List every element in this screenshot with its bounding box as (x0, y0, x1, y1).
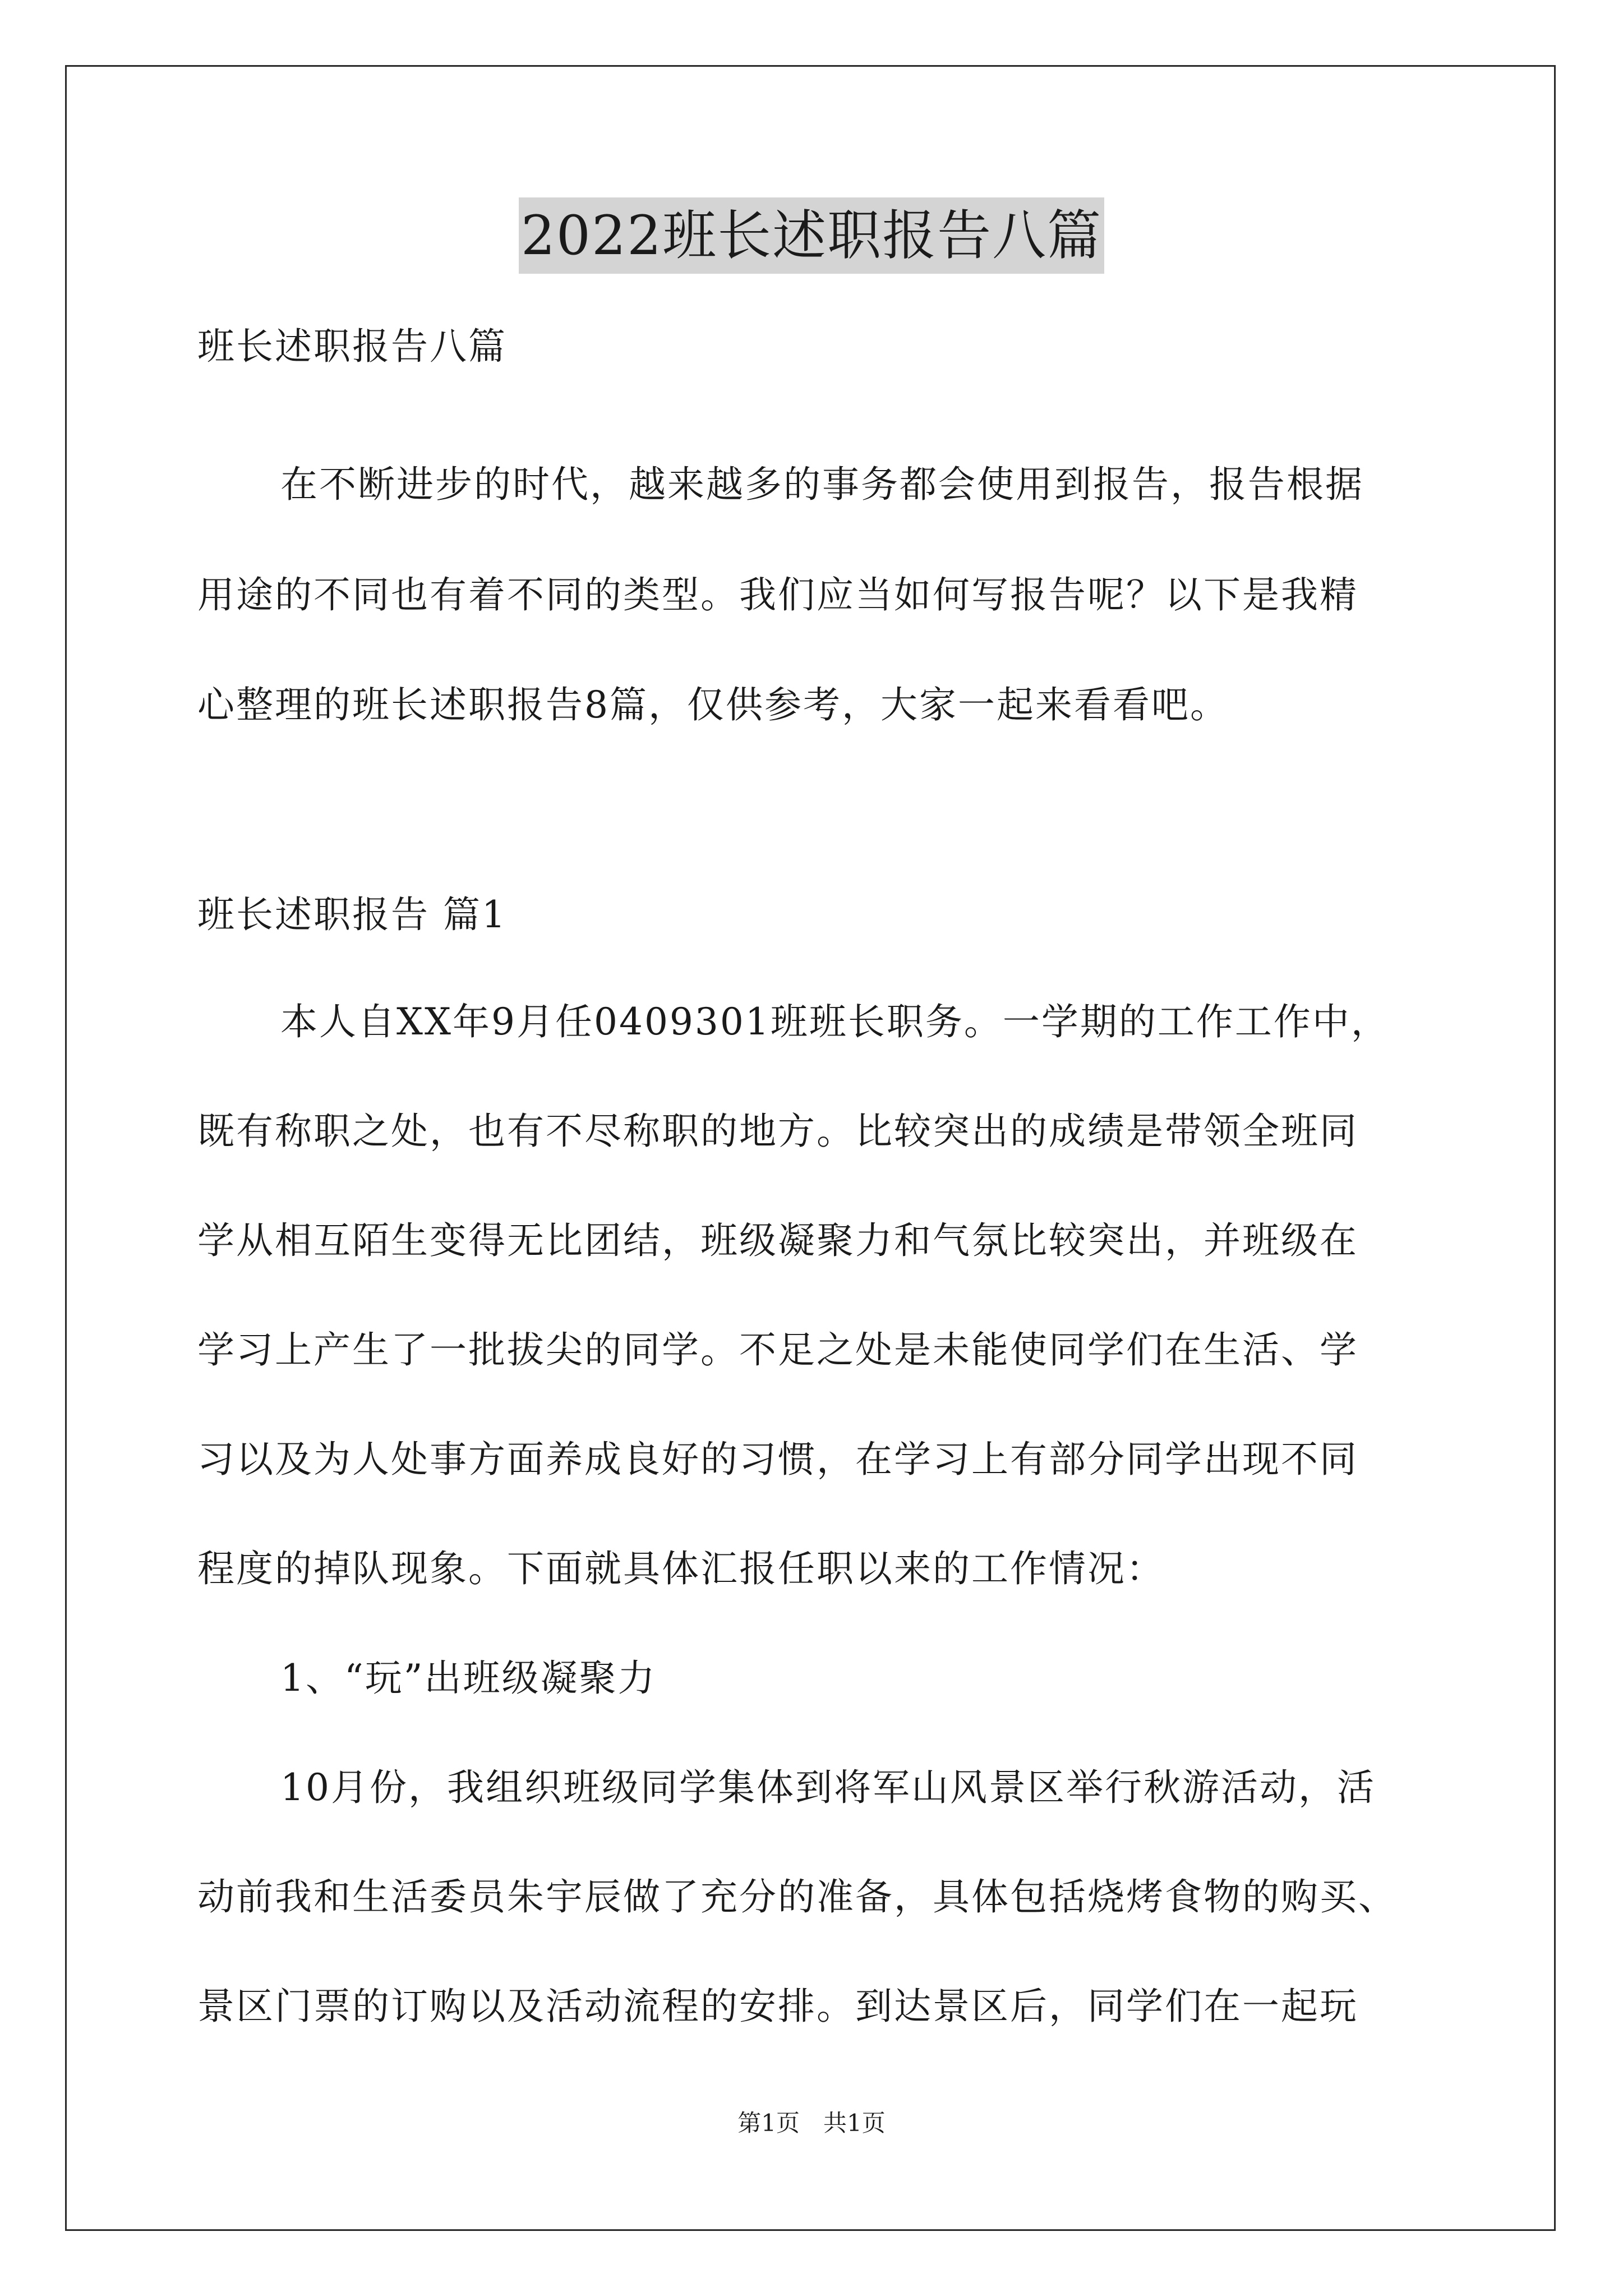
body-line-4: 学习上产生了一批拔尖的同学。不足之处是未能使同学们在生活、学 (197, 1328, 1358, 1372)
body-line-1: 本人自XX年9月任0409301班班长职务。一学期的工作工作中， (280, 1000, 1390, 1043)
body-line-9: 景区门票的订购以及活动流程的安排。到达景区后，同学们在一起玩 (197, 1985, 1358, 2028)
body-line-7: 10月份，我组织班级同学集体到将军山风景区举行秋游活动，活 (280, 1766, 1376, 1809)
subtitle-line: 班长述职报告八篇 (197, 325, 507, 368)
subheading-1: 1、“玩”出班级凝聚力 (280, 1657, 657, 1700)
intro-line-1: 在不断进步的时代，越来越多的事务都会使用到报告，报告根据 (280, 463, 1364, 506)
document-title-container (0, 197, 1623, 274)
body-line-3: 学从相互陌生变得无比团结，班级凝聚力和气氛比较突出，并班级在 (197, 1219, 1358, 1262)
page-footer: 第1页 共1页 (737, 2109, 886, 2137)
intro-line-2: 用途的不同也有着不同的类型。我们应当如何写报告呢？以下是我精 (197, 573, 1358, 616)
body-line-6: 程度的掉队现象。下面就具体汇报任职以来的工作情况： (197, 1547, 1165, 1590)
body-line-5: 习以及为人处事方面养成良好的习惯，在学习上有部分同学出现不同 (197, 1438, 1358, 1481)
intro-line-3: 心整理的班长述职报告8篇，仅供参考，大家一起来看看吧。 (197, 683, 1229, 726)
body-line-8: 动前我和生活委员朱宇辰做了充分的准备，具体包括烧烤食物的购买、 (197, 1875, 1397, 1918)
section-heading: 班长述职报告 篇1 (197, 893, 507, 936)
document-title: 2022班长述职报告八篇 (519, 197, 1104, 274)
body-line-2: 既有称职之处，也有不尽称职的地方。比较突出的成绩是带领全班同 (197, 1110, 1358, 1153)
